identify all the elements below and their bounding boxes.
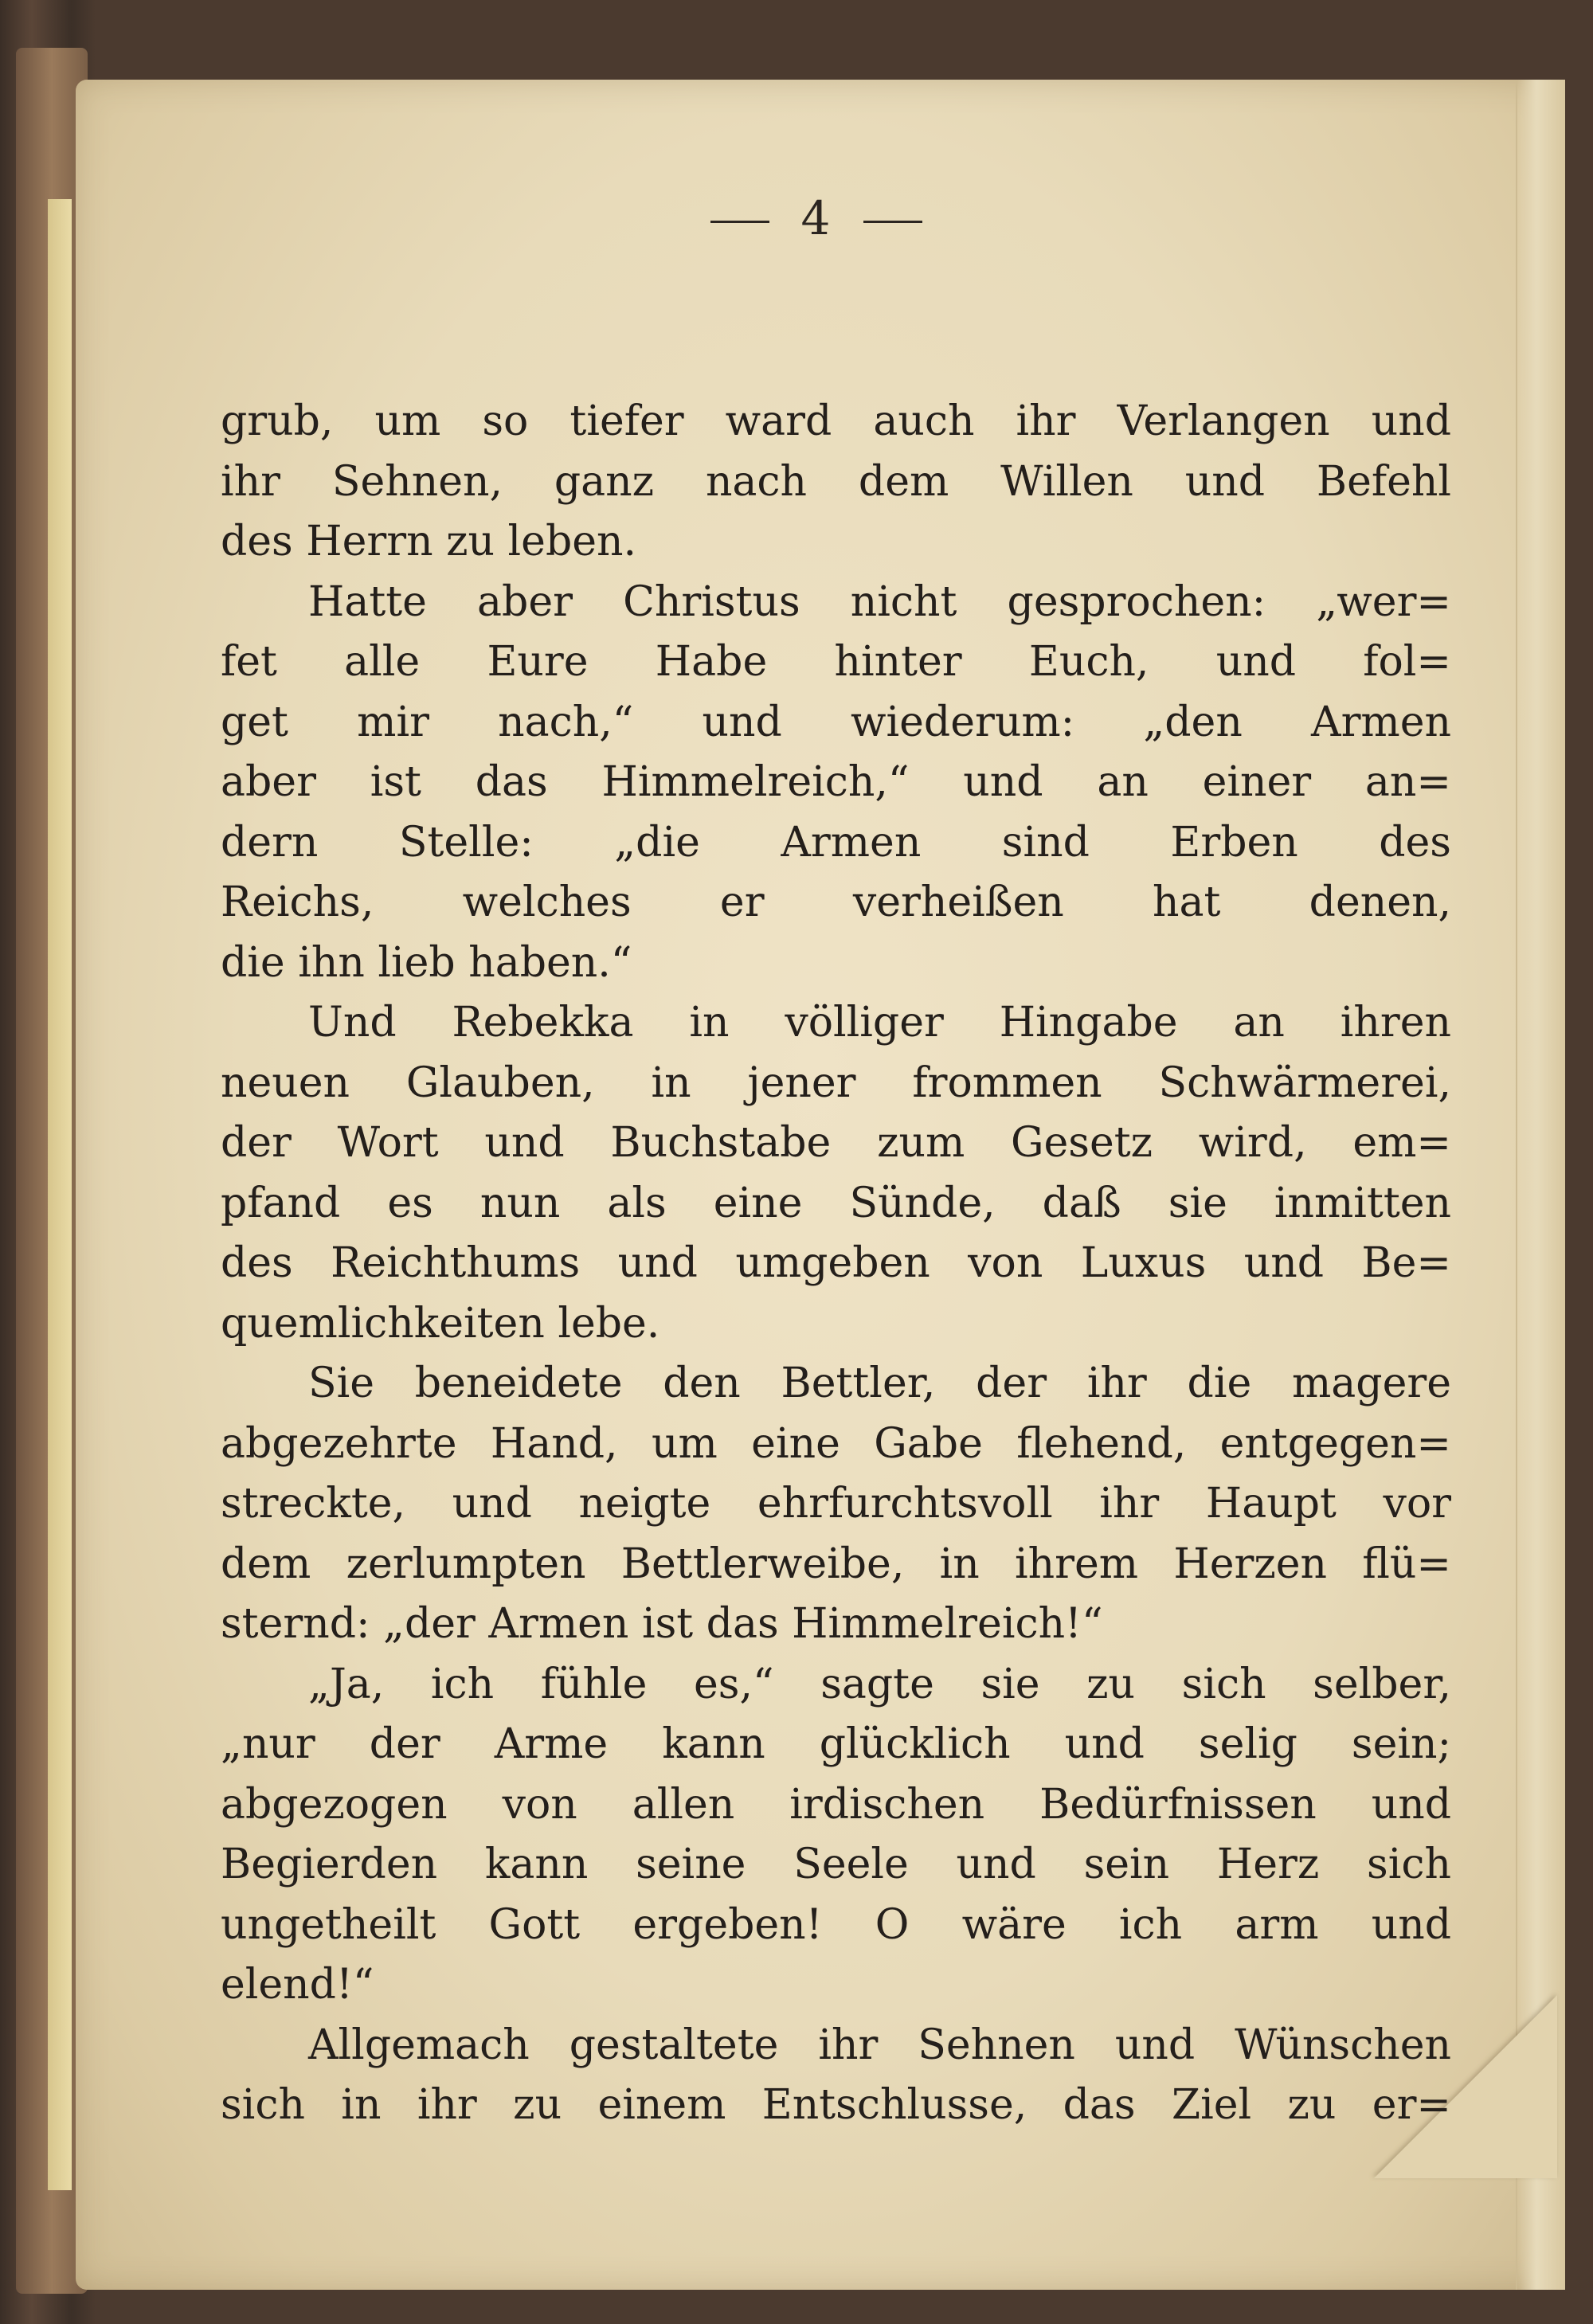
text-line: Reichs, welches er verheißen hat denen, [221,878,1451,926]
text-line: ihr Sehnen, ganz nach dem Willen und Befehl [221,457,1451,506]
text-line: „nur der Arme kann glücklich und selig sein; [221,1720,1451,1768]
text-line: ungetheilt Gott ergeben! O wäre ich arm und [221,1900,1451,1949]
text-line: Sie beneidete den Bettler, der ihr die magere [308,1360,1451,1407]
text-line: der Wort und Buchstabe zum Gesetz wird, em= [221,1119,1451,1167]
page-number [76,191,1557,245]
spine-strip [48,199,72,2190]
text-line: quemlichkeiten lebe. [221,1299,660,1348]
page-number-dash-left [710,221,769,223]
text-line: die ihn lieb haben.“ [221,938,632,987]
text-line: elend!“ [221,1961,374,2009]
text-line: dem zerlumpten Bettlerweibe, in ihrem Herzen flü= [221,1540,1451,1588]
text-line: abgezogen von allen irdischen Bedürfnissen und [221,1780,1451,1829]
text-line: pfand es nun als eine Sünde, daß sie inmitten [221,1179,1451,1227]
text-line: Und Rebekka in völliger Hingabe an ihren [308,999,1451,1047]
body-text [221,392,1451,2136]
text-line: „Ja, ich fühle es,“ sagte sie zu sich selber, [308,1660,1451,1708]
text-line: des Reichthums und umgeben von Luxus und Be= [221,1239,1451,1287]
text-line: sternd: „der Armen ist das Himmelreich!“ [221,1600,1103,1648]
book-page [76,80,1557,2290]
text-line: streckte, und neigte ehrfurchtsvoll ihr Haupt vor [221,1480,1451,1528]
text-line: des Herrn zu leben. [221,518,637,565]
text-line: aber ist das Himmelreich,“ und an einer an= [221,758,1451,806]
text-line: Hatte aber Christus nicht gesprochen: „wer= [308,577,1451,626]
text-line: abgezehrte Hand, um eine Gabe flehend, entgegen= [221,1419,1451,1468]
page-edge [1516,80,1565,2290]
page-number-value: 4 [800,191,832,245]
text-line: Begierden kann seine Seele und sein Herz sich [221,1841,1451,1888]
text-line: get mir nach,“ und wiederum: „den Armen [221,698,1451,746]
text-line: grub, um so tiefer ward auch ihr Verlangen und [221,397,1451,445]
text-line: sich in ihr zu einem Entschlusse, das Ziel zu er= [221,2081,1451,2129]
text-line: dern Stelle: „die Armen sind Erben des [221,818,1451,867]
text-line: fet alle Eure Habe hinter Euch, und fol= [221,638,1451,686]
text-line: Allgemach gestaltete ihr Sehnen und Wünschen [308,2021,1451,2069]
text-line: neuen Glauben, in jener frommen Schwärmerei, [221,1058,1451,1107]
page-number-dash-right [863,221,922,223]
